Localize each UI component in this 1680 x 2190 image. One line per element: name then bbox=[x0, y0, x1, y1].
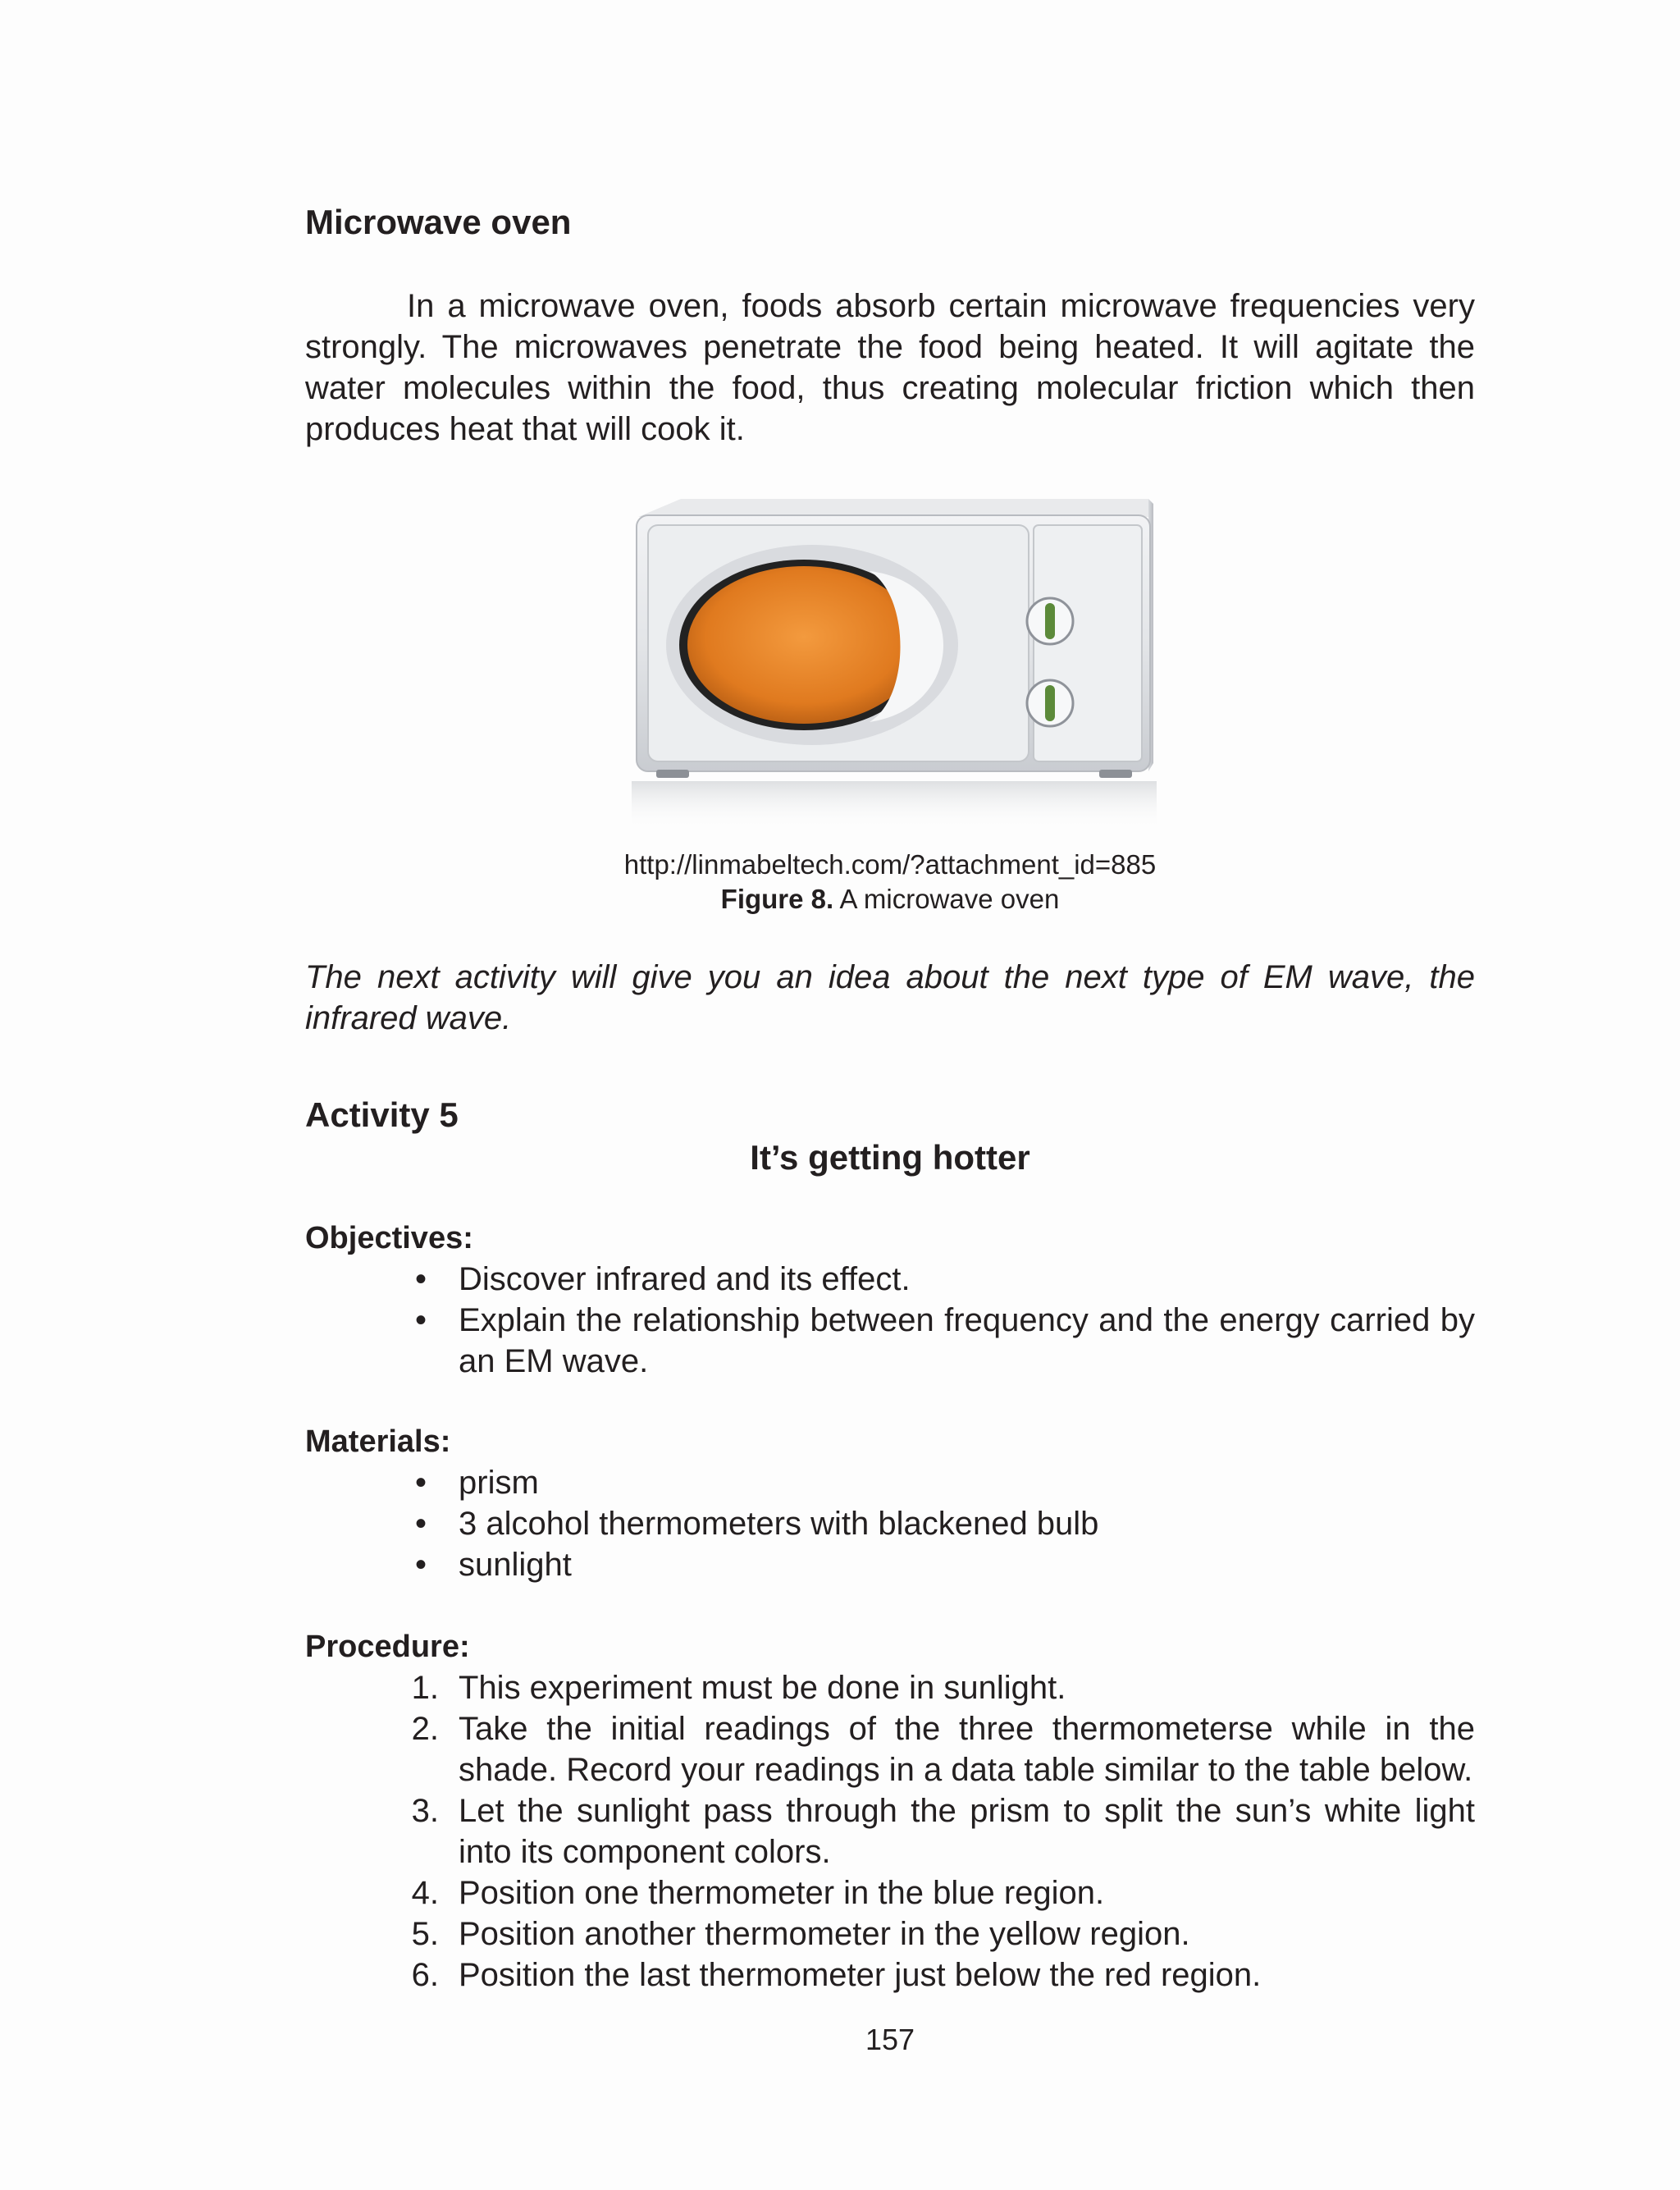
list-item bbox=[398, 1913, 1475, 1955]
list-item bbox=[398, 1259, 1475, 1300]
step-number: 4. bbox=[411, 1875, 439, 1911]
list-item bbox=[398, 1872, 1475, 1913]
objectives-heading: Objectives: bbox=[305, 1221, 473, 1255]
list-item-text: Position one thermometer in the blue region. bbox=[459, 1875, 1105, 1911]
procedure-heading: Procedure: bbox=[305, 1630, 470, 1664]
bullet-marker: • bbox=[414, 1547, 427, 1583]
procedure-list bbox=[398, 1667, 1475, 1996]
list-item-text: sunlight bbox=[459, 1547, 572, 1583]
bullet-marker: • bbox=[414, 1506, 427, 1542]
objectives-list bbox=[398, 1259, 1475, 1382]
microwave-oven-illustration bbox=[623, 492, 1157, 837]
oven-foot bbox=[1099, 770, 1132, 778]
list-item-text: This experiment must be done in sunlight. bbox=[459, 1670, 1066, 1706]
list-item-text: Take the initial readings of the three thermometerse while in the shade. Record your readings in a data table similar to the table below. bbox=[459, 1711, 1475, 1788]
list-item-text: 3 alcohol thermometers with blackened bulb bbox=[459, 1506, 1099, 1542]
list-item-text: Explain the relationship between frequency and the energy carried by an EM wave. bbox=[459, 1302, 1475, 1379]
figure-source-url: http://linmabeltech.com/?attachment_id=885 bbox=[623, 849, 1157, 880]
activity-label: Activity 5 bbox=[305, 1095, 459, 1134]
list-item bbox=[398, 1503, 1475, 1544]
step-number: 2. bbox=[411, 1711, 439, 1747]
activity-title: It’s getting hotter bbox=[750, 1138, 1030, 1177]
microwave-oven-image bbox=[623, 492, 1157, 837]
oven-top-surface bbox=[638, 499, 1148, 517]
materials-list bbox=[398, 1462, 1475, 1585]
oven-foot bbox=[656, 770, 689, 778]
power-knob bbox=[1027, 680, 1073, 726]
timer-knob bbox=[1027, 598, 1073, 644]
step-number: 5. bbox=[411, 1916, 439, 1952]
materials-heading: Materials: bbox=[305, 1424, 451, 1459]
list-item bbox=[398, 1790, 1475, 1872]
microwave-paragraph: In a microwave oven, foods absorb certain microwave frequencies very strongly. The microwaves penetrate the food being heated. It will agitate the water molecules within the food, thus creating molecular friction which then produces heat that will cook it. bbox=[305, 288, 1475, 447]
bullet-marker: • bbox=[414, 1261, 427, 1297]
bullet-marker: • bbox=[414, 1302, 427, 1338]
list-item bbox=[398, 1667, 1475, 1708]
list-item bbox=[398, 1708, 1475, 1790]
list-item bbox=[398, 1955, 1475, 1996]
transition-text: The next activity will give you an idea about the next type of EM wave, the infrared wave. bbox=[305, 959, 1475, 1036]
list-item bbox=[398, 1462, 1475, 1503]
oven-window bbox=[687, 566, 920, 724]
bullet-marker: • bbox=[414, 1465, 427, 1501]
floor-reflection bbox=[632, 781, 1157, 830]
list-item-text: Position the last thermometer just below the red region. bbox=[459, 1957, 1262, 1993]
list-item bbox=[398, 1544, 1475, 1585]
list-item-text: Position another thermometer in the yellow region. bbox=[459, 1916, 1190, 1952]
list-item-text: Let the sunlight pass through the prism to split the sun’s white light into its component colors. bbox=[459, 1793, 1475, 1870]
step-number: 6. bbox=[411, 1957, 439, 1993]
step-number: 3. bbox=[411, 1793, 439, 1829]
list-item-text: Discover infrared and its effect. bbox=[459, 1261, 911, 1297]
figure-caption bbox=[305, 883, 1475, 916]
figure-caption-text: A microwave oven bbox=[833, 884, 1060, 914]
step-number: 1. bbox=[411, 1670, 439, 1706]
page-number: 157 bbox=[865, 2023, 915, 2056]
list-item bbox=[398, 1300, 1475, 1382]
figure-label: Figure 8. bbox=[720, 884, 834, 914]
list-item-text: prism bbox=[459, 1465, 539, 1501]
section-title-microwave-oven: Microwave oven bbox=[305, 203, 572, 241]
